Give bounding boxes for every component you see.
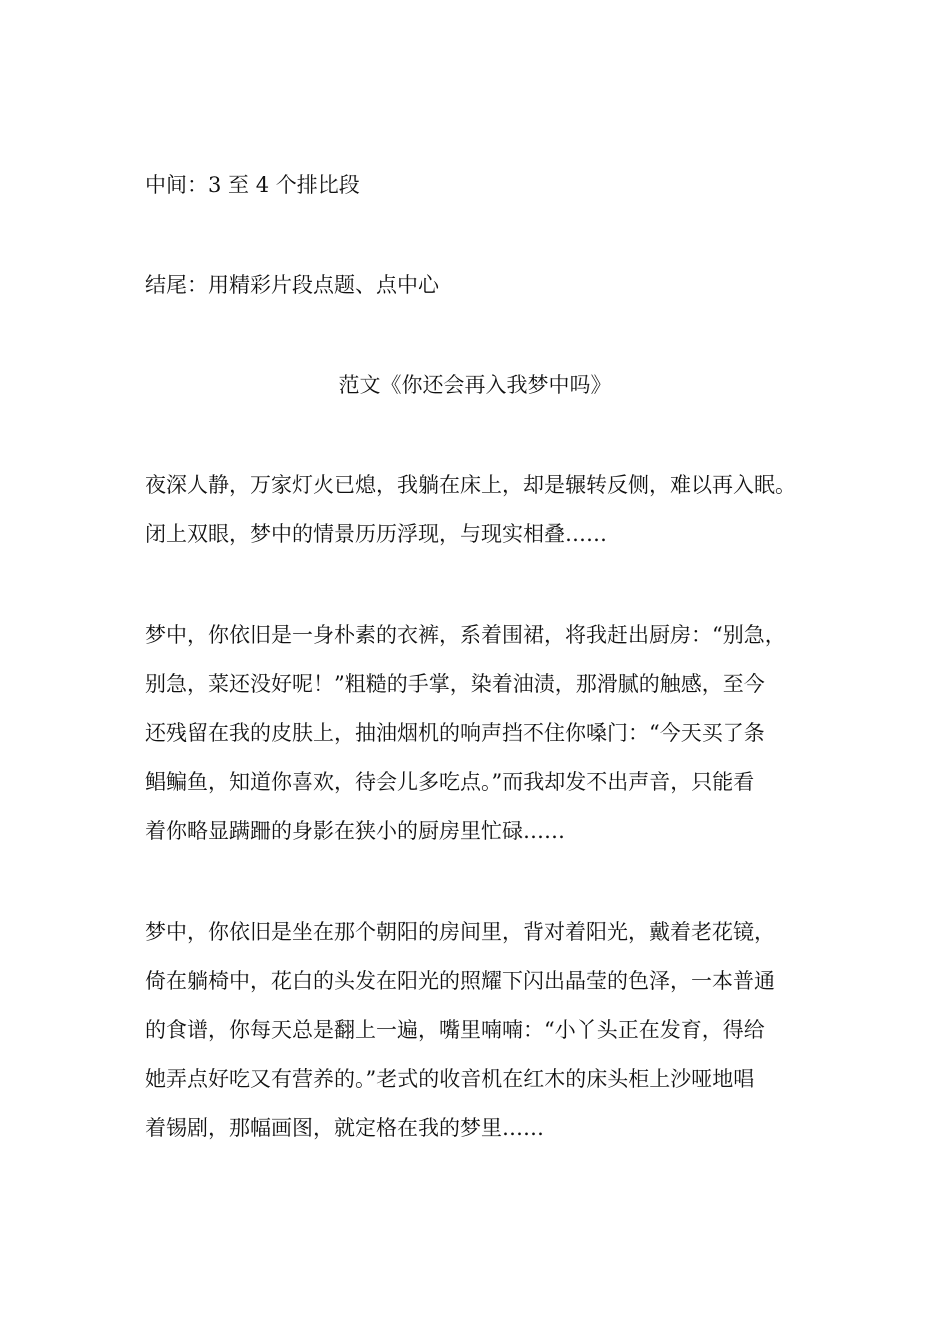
paragraph-line: 倚在躺椅中，花白的头发在阳光的照耀下闪出晶莹的色泽，一本普通	[145, 969, 775, 993]
outline-ending: 结尾：用精彩片段点题、点中心	[145, 273, 439, 297]
essay-paragraph	[145, 920, 810, 1150]
essay-paragraph	[145, 623, 810, 853]
paragraph-line: 着你略显蹒跚的身影在狭小的厨房里忙碌……	[145, 819, 565, 843]
paragraph-line: 梦中，你依旧是坐在那个朝阳的房间里，背对着阳光，戴着老花镜，	[145, 920, 775, 944]
paragraph-line: 别急，菜还没好呢！”粗糙的手掌，染着油渍，那滑腻的触感，至今	[145, 672, 765, 696]
paragraph-line: 闭上双眼，梦中的情景历历浮现，与现实相叠……	[145, 522, 607, 546]
paragraph-line: 梦中，你依旧是一身朴素的衣裤，系着围裙，将我赶出厨房：“别急，	[145, 623, 786, 647]
essay-paragraph	[145, 473, 810, 553]
paragraph-line: 夜深人静，万家灯火已熄，我躺在床上，却是辗转反侧，难以再入眠。	[145, 473, 796, 497]
paragraph-line: 着锡剧，那幅画图，就定格在我的梦里……	[145, 1116, 544, 1140]
paragraph-line: 的食谱，你每天总是翻上一遍，嘴里喃喃：“小丫头正在发育，得给	[145, 1018, 765, 1042]
paragraph-line: 还残留在我的皮肤上，抽油烟机的响声挡不住你嗓门：“今天买了条	[145, 721, 765, 745]
paragraph-line: 她弄点好吃又有营养的。”老式的收音机在红木的床头柜上沙哑地唱	[145, 1067, 755, 1091]
essay-title: 范文《你还会再入我梦中吗》	[338, 373, 612, 397]
outline-middle: 中间：3 至 4 个排比段	[145, 173, 360, 197]
paragraph-line: 鲳鳊鱼，知道你喜欢，待会儿多吃点。”而我却发不出声音，只能看	[145, 770, 755, 794]
